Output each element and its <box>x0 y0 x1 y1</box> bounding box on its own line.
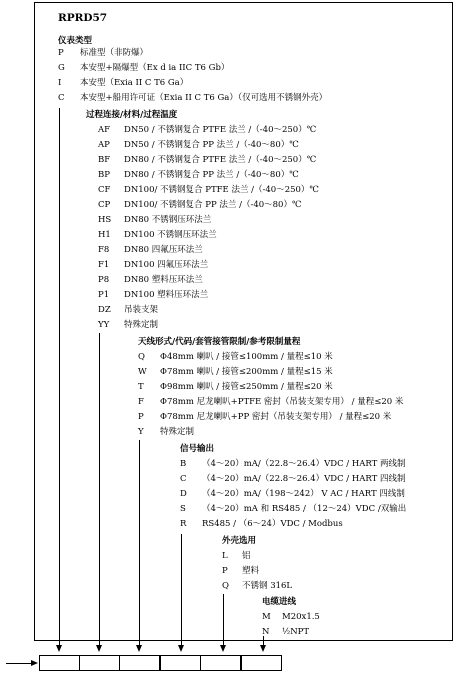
process-connection-option <box>98 168 319 183</box>
process-connection-option-desc: DN100 四氟压环法兰 <box>124 260 209 270</box>
process-connection-option-code: YY <box>98 320 110 330</box>
cable-entry-option-code: N <box>262 627 270 637</box>
housing-arrow <box>220 645 226 652</box>
instrument-type-option-desc: 本安型（Exia II C T6 Ga） <box>80 78 189 88</box>
code-box-2 <box>79 655 120 671</box>
process-connection-option-desc: 特殊定制 <box>124 320 159 330</box>
signal-output-option <box>180 457 406 472</box>
process-connection-option-desc: 吊装支架 <box>124 305 159 315</box>
process-connection-option <box>98 288 319 303</box>
antenna-option <box>138 350 403 365</box>
signal-output-option-code: R <box>180 519 187 529</box>
cable-entry-option-desc: M20x1.5 <box>282 612 320 622</box>
process-connection-option-desc: DN80 / 不锈钢复合 PTFE 法兰 /（-40～250）℃ <box>124 155 317 165</box>
code-box-6 <box>241 655 282 671</box>
antenna-arrow <box>136 645 142 652</box>
antenna-option <box>138 410 403 425</box>
antenna-option-code: T <box>138 382 144 392</box>
process-connection-option <box>98 213 319 228</box>
process-connection-option-desc: DN100 塑料压环法兰 <box>124 290 209 300</box>
antenna-option-code: F <box>138 397 144 407</box>
process-connection-option <box>98 123 319 138</box>
signal-output-option-code: C <box>180 474 187 484</box>
code-box-4 <box>160 655 201 671</box>
signal-output-option <box>180 517 406 532</box>
housing-option <box>222 579 292 594</box>
process-connection-option-code: CP <box>98 200 111 210</box>
signal-output-option <box>180 502 406 517</box>
housing-option-code: Q <box>222 581 229 591</box>
housing-heading: 外壳选用 <box>222 536 257 546</box>
antenna-option-code: W <box>138 367 147 377</box>
antenna-list <box>138 350 403 440</box>
code-box-1 <box>39 655 80 671</box>
housing-line <box>223 594 224 647</box>
housing-option-code: L <box>222 551 228 561</box>
antenna-option-desc: Φ78mm 尼龙喇叭+PP 密封（吊装支架专用） / 量程≤20 米 <box>160 412 392 422</box>
process-connection-option-code: H1 <box>98 230 111 240</box>
antenna-option-desc: Φ78mm 尼龙喇叭+PTFE 密封（吊装支架专用） / 量程≤20 米 <box>160 397 404 407</box>
housing-option <box>222 564 292 579</box>
antenna-option <box>138 425 403 440</box>
process-connection-option-code: BF <box>98 155 111 165</box>
process-connection-option <box>98 258 319 273</box>
instrument-type-option <box>58 61 327 76</box>
process-connection-list <box>98 123 319 333</box>
process-connection-option <box>98 273 319 288</box>
process-connection-option <box>98 183 319 198</box>
antenna-heading: 天线形式/代码/套管接管限制/参考限制量程 <box>138 337 301 347</box>
process-connection-option-code: F8 <box>98 245 110 255</box>
signal-output-option-code: D <box>180 489 187 499</box>
process-connection-option-code: P1 <box>98 290 110 300</box>
signal-output-line <box>181 534 182 647</box>
code-box-5 <box>200 655 241 671</box>
housing-option-desc: 不锈钢 316L <box>242 581 293 591</box>
process-connection-option <box>98 303 319 318</box>
process-connection-option-desc: DN80 不锈钢压环法兰 <box>124 215 212 225</box>
process-connection-arrow <box>96 645 102 652</box>
signal-output-option-code: S <box>180 504 186 514</box>
process-connection-option-desc: DN50 / 不锈钢复合 PP 法兰 /（-40～80）℃ <box>124 140 299 150</box>
instrument-type-option-code: C <box>58 93 65 103</box>
process-connection-option-code: AF <box>98 125 111 135</box>
antenna-option <box>138 365 403 380</box>
cable-entry-option-code: M <box>262 612 271 622</box>
signal-output-option-code: B <box>180 459 187 469</box>
instrument-type-option <box>58 76 327 91</box>
process-connection-option <box>98 243 319 258</box>
antenna-option <box>138 395 403 410</box>
instrument-type-option <box>58 91 327 106</box>
signal-output-option <box>180 472 406 487</box>
antenna-option-desc: Φ48mm 喇叭 / 接管≤100mm / 量程≤10 米 <box>160 352 333 362</box>
cable-entry-list <box>262 610 320 640</box>
antenna-option-desc: Φ98mm 喇叭 / 接管≤250mm / 量程≤20 米 <box>160 382 333 392</box>
process-connection-option-desc: DN80 塑料压环法兰 <box>124 275 203 285</box>
instrument-type-arrow <box>56 645 62 652</box>
process-connection-option <box>98 318 319 333</box>
process-connection-option-code: P8 <box>98 275 110 285</box>
signal-output-option-desc: （4～20）mA/（22.8～26.4）VDC / HART 两线制 <box>202 459 406 469</box>
antenna-line <box>139 440 140 647</box>
cable-entry-option-desc: ½NPT <box>282 627 310 637</box>
instrument-type-option-desc: 本安型+船用许可证（Exia II C T6 Ga）（仅可选用不锈钢外壳） <box>80 93 328 103</box>
signal-output-option-desc: RS485 / （6～24）VDC / Modbus <box>202 519 343 529</box>
process-connection-option-desc: DN80 / 不锈钢复合 PP 法兰 /（-40～80）℃ <box>124 170 299 180</box>
process-connection-option-desc: DN100 不锈钢压环法兰 <box>124 230 217 240</box>
housing-option-desc: 塑料 <box>242 566 260 576</box>
instrument-type-heading: 仪表类型 <box>58 36 93 46</box>
process-connection-option-code: BP <box>98 170 110 180</box>
model-code: RPRD57 <box>58 12 108 24</box>
antenna-option-desc: 特殊定制 <box>160 427 195 437</box>
entry-arrow <box>31 660 38 666</box>
process-connection-option-code: HS <box>98 215 112 225</box>
antenna-option-code: Q <box>138 352 145 362</box>
process-connection-option-code: F1 <box>98 260 110 270</box>
signal-output-list <box>180 457 406 532</box>
signal-output-arrow <box>178 645 184 652</box>
signal-output-option <box>180 487 406 502</box>
process-connection-option-code: DZ <box>98 305 111 315</box>
signal-output-heading: 信号输出 <box>180 444 215 454</box>
instrument-type-line <box>59 108 60 647</box>
instrument-type-option-code: P <box>58 48 64 58</box>
housing-option <box>222 549 292 564</box>
cable-entry-arrow <box>260 645 266 652</box>
code-box-3 <box>119 655 160 671</box>
process-connection-heading: 过程连接/材料/过程温度 <box>86 110 178 120</box>
instrument-type-list <box>58 46 327 106</box>
cable-entry-option <box>262 610 320 625</box>
housing-option-desc: 铝 <box>242 551 251 561</box>
process-connection-option-code: CF <box>98 185 111 195</box>
signal-output-option-desc: （4～20）mA 和 RS485 / （12～24）VDC /双输出 <box>202 504 407 514</box>
entry-line <box>6 663 32 664</box>
antenna-option-code: Y <box>138 427 144 437</box>
antenna-option <box>138 380 403 395</box>
antenna-option-code: P <box>138 412 144 422</box>
process-connection-option-desc: DN100/ 不锈钢复合 PP 法兰 /（-40～80）℃ <box>124 200 302 210</box>
process-connection-option-desc: DN80 四氟压环法兰 <box>124 245 203 255</box>
housing-list <box>222 549 292 594</box>
signal-output-option-desc: （4～20）mA/（22.8～26.4）VDC / HART 四线制 <box>202 474 406 484</box>
antenna-option-desc: Φ78mm 喇叭 / 接管≤200mm / 量程≤15 米 <box>160 367 333 377</box>
process-connection-option <box>98 153 319 168</box>
cable-entry-option <box>262 625 320 640</box>
signal-output-option-desc: （4～20）mA/（198～242） V AC / HART 四线制 <box>202 489 405 499</box>
process-connection-line <box>99 333 100 647</box>
instrument-type-option-code: I <box>58 78 62 88</box>
process-connection-option-code: AP <box>98 140 110 150</box>
instrument-type-option <box>58 46 327 61</box>
process-connection-option <box>98 198 319 213</box>
cable-entry-heading: 电缆进线 <box>262 597 297 607</box>
process-connection-option <box>98 138 319 153</box>
process-connection-option <box>98 228 319 243</box>
process-connection-option-desc: DN50 / 不锈钢复合 PTFE 法兰 /（-40～250）℃ <box>124 125 317 135</box>
process-connection-option-desc: DN100/ 不锈钢复合 PTFE 法兰 /（-40～250）℃ <box>124 185 319 195</box>
instrument-type-option-code: G <box>58 63 65 73</box>
housing-option-code: P <box>222 566 228 576</box>
instrument-type-option-desc: 本安型+隔爆型（Ex d ia IIC T6 Gb） <box>80 63 230 73</box>
instrument-type-option-desc: 标准型（非防爆） <box>80 48 149 58</box>
